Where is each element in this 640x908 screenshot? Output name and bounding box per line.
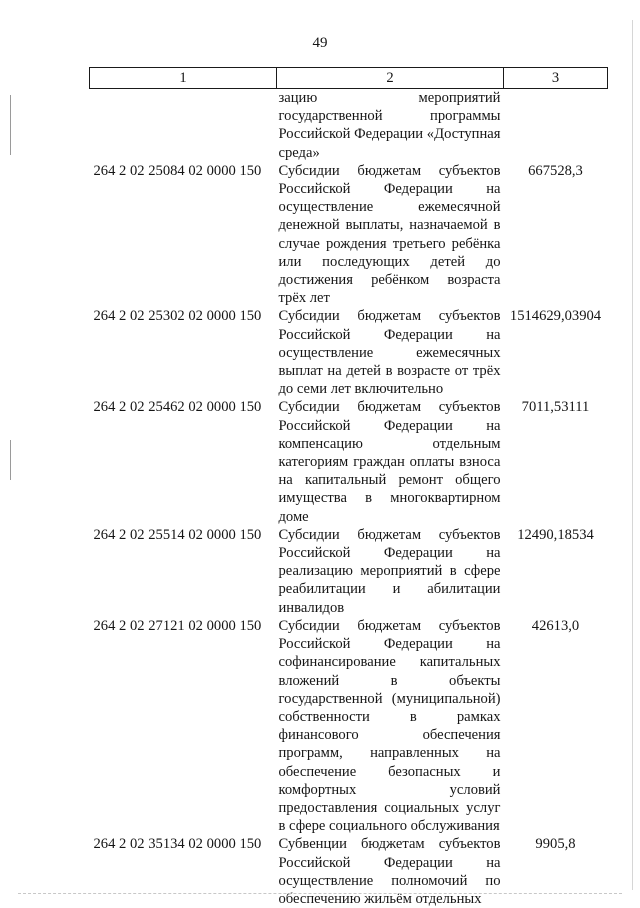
budget-code: 264 2 02 35134 02 0000 150 bbox=[90, 835, 277, 908]
scan-bottom-edge bbox=[18, 893, 622, 894]
table-row bbox=[90, 398, 608, 525]
table-row bbox=[90, 835, 608, 908]
budget-code: 264 2 02 25514 02 0000 150 bbox=[90, 526, 277, 617]
table-body bbox=[90, 89, 608, 908]
table-row bbox=[90, 162, 608, 308]
scan-edge-line bbox=[632, 20, 633, 890]
column-header-1: 1 bbox=[90, 68, 277, 89]
amount: 7011,53111 bbox=[504, 398, 608, 525]
table-row bbox=[90, 89, 608, 162]
description: Субсидии бюджетам субъектов Российской Федерации на реализацию мероприятий в сфере реабилитации и абилитации инвалидов bbox=[277, 526, 504, 617]
column-header-3: 3 bbox=[504, 68, 608, 89]
table-row bbox=[90, 307, 608, 398]
description: Субсидии бюджетам субъектов Российской Федерации на осуществление ежемесячной денежной выплаты, назначаемой в случае рождения третьего ребёнка или последующих детей до достижения ребёнком возраста трёх лет bbox=[277, 162, 504, 308]
amount: 1514629,03904 bbox=[504, 307, 608, 398]
table-row bbox=[90, 526, 608, 617]
budget-code bbox=[90, 89, 277, 162]
budget-code: 264 2 02 25302 02 0000 150 bbox=[90, 307, 277, 398]
amount: 9905,8 bbox=[504, 835, 608, 908]
budget-table bbox=[89, 67, 608, 908]
page-number: 49 bbox=[0, 35, 640, 52]
table-header bbox=[90, 68, 608, 89]
description: Субсидии бюджетам субъектов Российской Федерации на компенсацию отдельным категориям граждан оплаты взноса на капитальный ремонт общего имущества в многоквартирном доме bbox=[277, 398, 504, 525]
amount: 42613,0 bbox=[504, 617, 608, 835]
description: зацию мероприятий государственной программы Российской Федерации «Доступная среда» bbox=[277, 89, 504, 162]
description: Субсидии бюджетам субъектов Российской Федерации на софинансирование капитальных вложений в объекты государственной (муниципальной) собственности в рамках финансового обеспечения программ, направленных на обеспечение безопасных и комфортных условий предоставления социальных услуг в сфере социального обслуживания bbox=[277, 617, 504, 835]
budget-code: 264 2 02 25084 02 0000 150 bbox=[90, 162, 277, 308]
amount bbox=[504, 89, 608, 162]
description: Субсидии бюджетам субъектов Российской Федерации на осуществление ежемесячных выплат на детей в возрасте от трёх до семи лет включительно bbox=[277, 307, 504, 398]
column-header-2: 2 bbox=[277, 68, 504, 89]
description: Субвенции бюджетам субъектов Российской Федерации на осуществление полномочий по обеспечению жильём отдельных bbox=[277, 835, 504, 908]
scan-edge-mark bbox=[10, 440, 11, 480]
scan-edge-mark bbox=[10, 95, 11, 155]
amount: 667528,3 bbox=[504, 162, 608, 308]
budget-code: 264 2 02 27121 02 0000 150 bbox=[90, 617, 277, 835]
budget-code: 264 2 02 25462 02 0000 150 bbox=[90, 398, 277, 525]
header-row bbox=[90, 68, 608, 89]
amount: 12490,18534 bbox=[504, 526, 608, 617]
table-row bbox=[90, 617, 608, 835]
